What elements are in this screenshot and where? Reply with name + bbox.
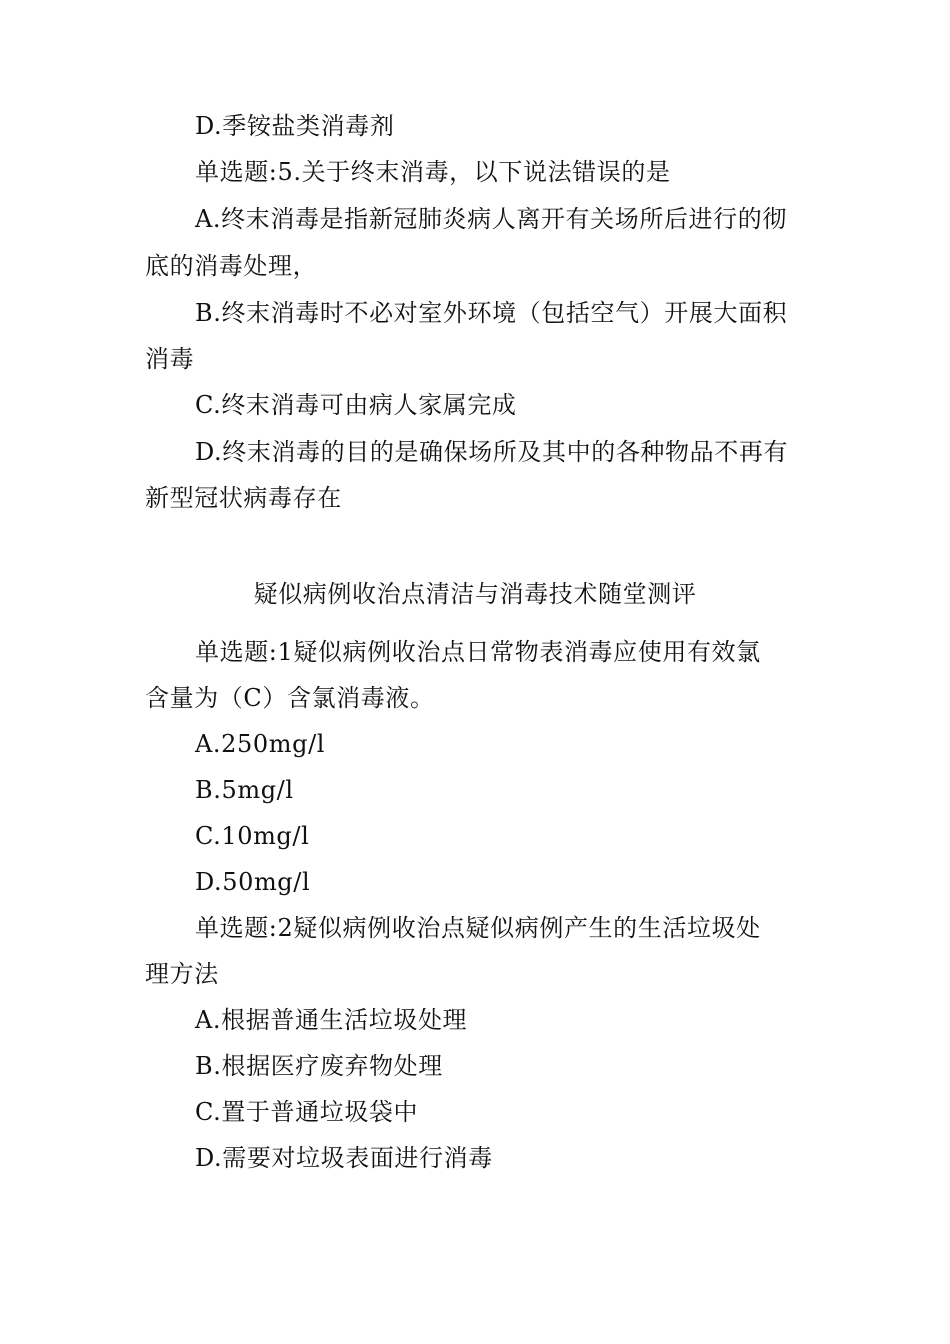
- q5-option-d-line2: 新型冠状病毒存在: [145, 484, 342, 512]
- q5-option-b-line2: 消毒: [145, 345, 195, 373]
- q5-option-d-line1: D.终末消毒的目的是确保场所及其中的各种物品不再有: [195, 438, 789, 466]
- q2-stem-line1: 单选题:2疑似病例收治点疑似病例产生的生活垃圾处: [195, 914, 761, 942]
- q5-option-b-line1: B.终末消毒时不必对室外环境（包括空气）开展大面积: [195, 299, 788, 327]
- q1-stem-line2: 含量为（C）含氯消毒液。: [145, 684, 435, 712]
- q5-option-c: C.终末消毒可由病人家属完成: [195, 391, 517, 419]
- q5-stem: 单选题:5.关于终末消毒，以下说法错误的是: [195, 158, 671, 186]
- q4-option-d: D.季铵盐类消毒剂: [195, 112, 395, 140]
- q2-option-a: A.根据普通生活垃圾处理: [195, 1006, 468, 1034]
- q1-option-c: C.10mg/l: [195, 822, 310, 850]
- section-title: 疑似病例收治点清洁与消毒技术随堂测评: [253, 580, 697, 608]
- q1-option-a: A.250mg/l: [195, 730, 326, 758]
- q5-option-a-line2: 底的消毒处理，: [145, 252, 318, 280]
- q1-stem-line1: 单选题:1疑似病例收治点日常物表消毒应使用有效氯: [195, 638, 761, 666]
- q1-option-d: D.50mg/l: [195, 868, 311, 896]
- q2-option-d: D.需要对垃圾表面进行消毒: [195, 1144, 493, 1172]
- q5-option-a-line1: A.终末消毒是指新冠肺炎病人离开有关场所后进行的彻: [195, 205, 787, 233]
- q2-stem-line2: 理方法: [145, 960, 219, 988]
- q1-option-b: B.5mg/l: [195, 776, 294, 804]
- q2-option-c: C.置于普通垃圾袋中: [195, 1098, 419, 1126]
- q2-option-b: B.根据医疗废弃物处理: [195, 1052, 443, 1080]
